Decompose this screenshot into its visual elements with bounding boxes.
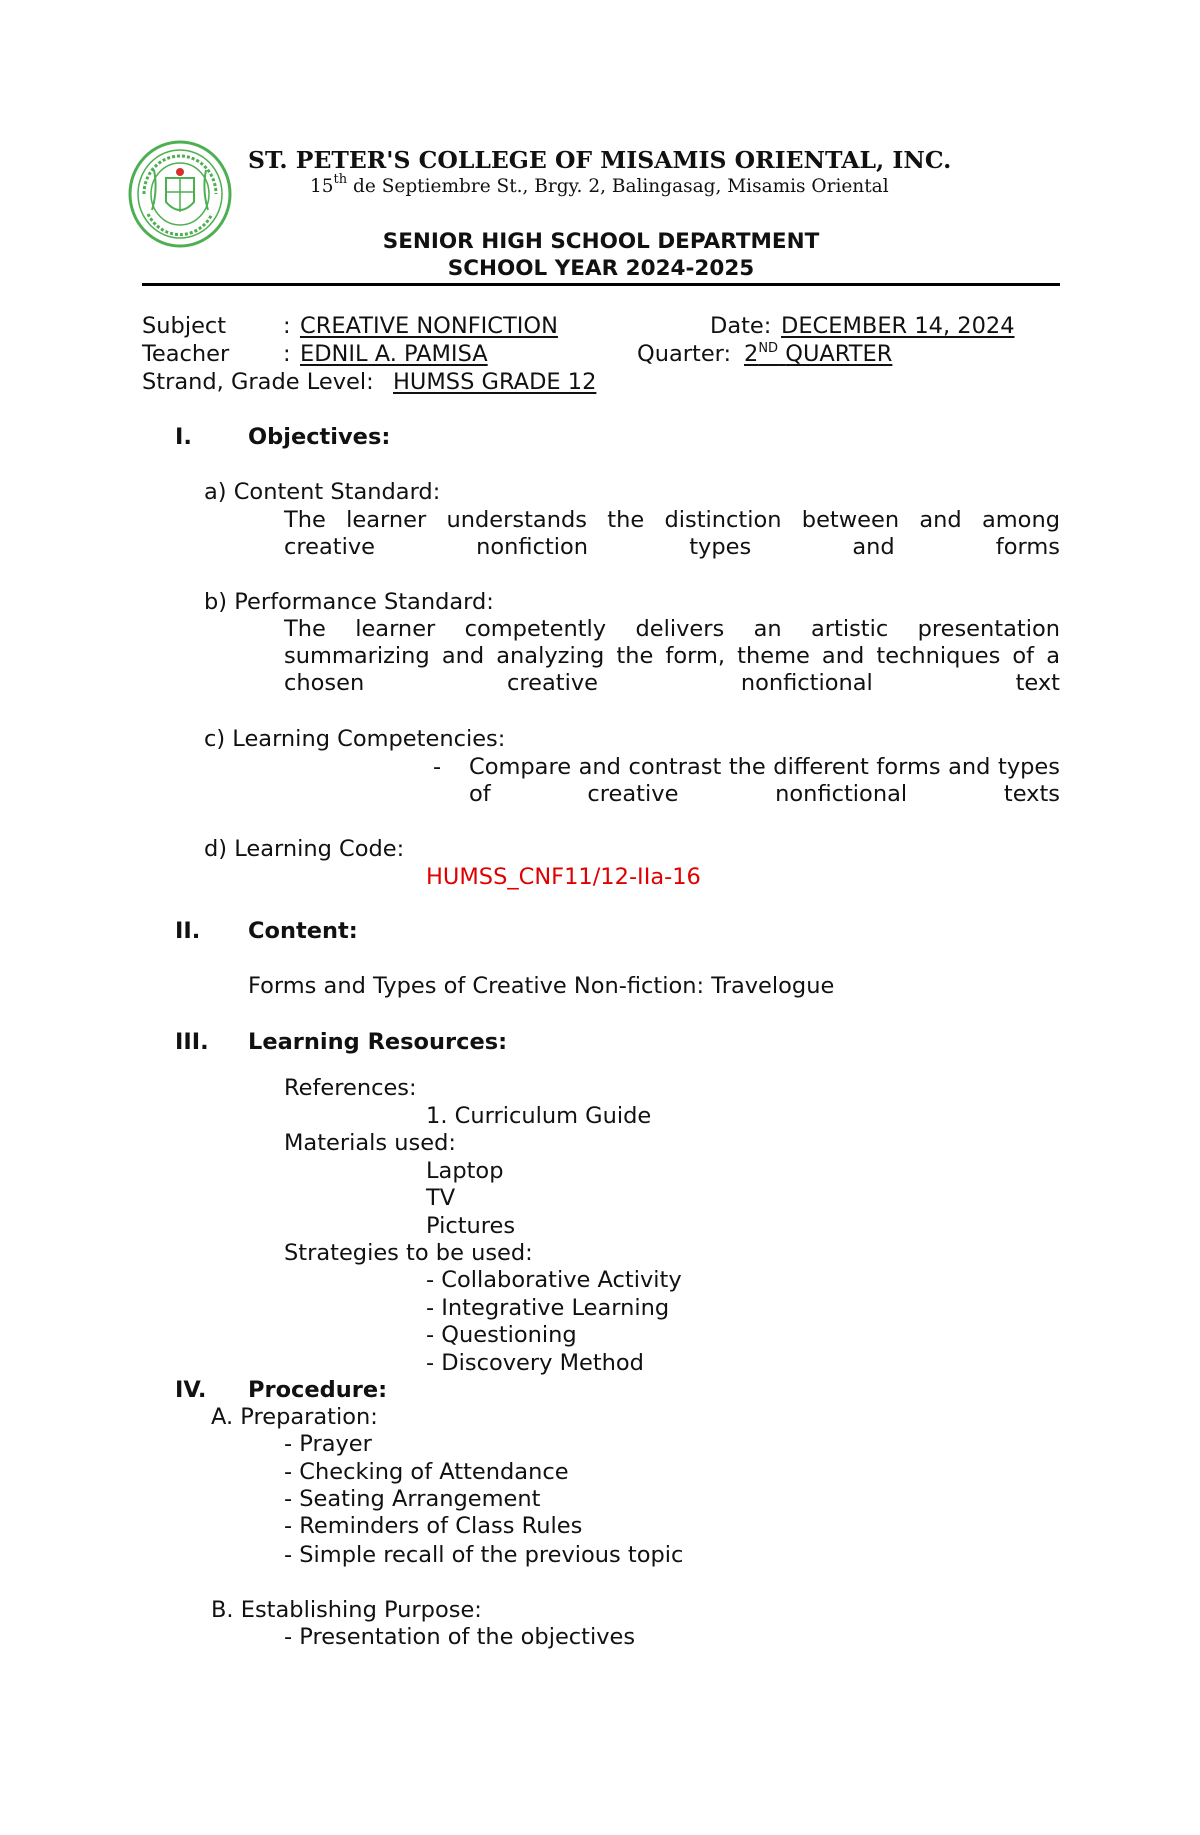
preparation-item: - Seating Arrangement [284,1486,541,1512]
subject-value: CREATIVE NONFICTION [300,313,558,339]
content-standard-text: The learner understands the distinction between and among creative nonfiction types and forms [284,507,1060,560]
strategy-item: - Questioning [426,1322,577,1348]
learning-competencies-label: c) Learning Competencies: [204,726,506,752]
date-label: Date: [710,313,772,339]
resources-heading: Learning Resources: [248,1029,508,1055]
preparation-label: A. Preparation: [211,1404,378,1430]
performance-standard-label: b) Performance Standard: [204,589,494,615]
teacher-value: EDNIL A. PAMISA [300,341,488,367]
preparation-item: - Checking of Attendance [284,1459,569,1485]
subject-sep: : [283,313,291,339]
preparation-item: - Reminders of Class Rules [284,1513,583,1539]
section-numeral-ii: II. [175,918,201,944]
strand-label: Strand, Grade Level: [142,369,374,395]
strand-value: HUMSS GRADE 12 [393,369,597,395]
quarter-label: Quarter: [637,341,732,367]
school-address: 15th de Septiembre St., Brgy. 2, Balingasag, Misamis Oriental [310,172,889,197]
content-heading: Content: [248,918,358,944]
date-value: DECEMBER 14, 2024 [781,313,1015,339]
section-numeral-i: I. [175,424,192,450]
reference-item: 1. Curriculum Guide [426,1103,652,1129]
school-year: SCHOOL YEAR 2024-2025 [447,256,755,281]
preparation-item: - Prayer [284,1431,372,1457]
school-name: ST. PETER'S COLLEGE OF MISAMIS ORIENTAL, INC. [248,146,952,174]
section-numeral-iv: IV. [175,1377,207,1403]
establishing-purpose-label: B. Establishing Purpose: [211,1597,482,1623]
material-item: TV [426,1185,456,1211]
material-item: Pictures [426,1213,516,1239]
section-numeral-iii: III. [175,1029,209,1055]
strategy-item: - Collaborative Activity [426,1267,682,1293]
teacher-sep: : [283,341,291,367]
strategy-item: - Integrative Learning [426,1295,670,1321]
department-title: SENIOR HIGH SCHOOL DEPARTMENT [382,229,820,254]
preparation-item: - Simple recall of the previous topic [284,1542,684,1568]
subject-label: Subject [142,313,227,339]
header-divider [142,283,1060,286]
competency-text: Compare and contrast the different forms and types of creative nonfictional texts [469,754,1060,807]
procedure-heading: Procedure: [248,1377,388,1403]
strategy-item: - Discovery Method [426,1350,644,1376]
learning-code-value: HUMSS_CNF11/12-IIa-16 [426,864,701,890]
learning-code-label: d) Learning Code: [204,836,405,862]
purpose-item: - Presentation of the objectives [284,1624,636,1650]
objectives-heading: Objectives: [248,424,391,450]
material-item: Laptop [426,1158,504,1184]
teacher-label: Teacher [142,341,230,367]
performance-standard-text: The learner competently delivers an artistic presentation summarizing and analyzing the form, theme and techniques of a chosen creative nonfictional text [284,616,1060,696]
strategies-label: Strategies to be used: [284,1240,533,1266]
materials-label: Materials used: [284,1130,456,1156]
content-standard-label: a) Content Standard: [204,479,441,505]
competency-bullet: - [433,754,442,780]
content-text: Forms and Types of Creative Non-fiction: Travelogue [248,973,835,999]
quarter-value: 2ND QUARTER [744,341,893,367]
references-label: References: [284,1075,417,1101]
